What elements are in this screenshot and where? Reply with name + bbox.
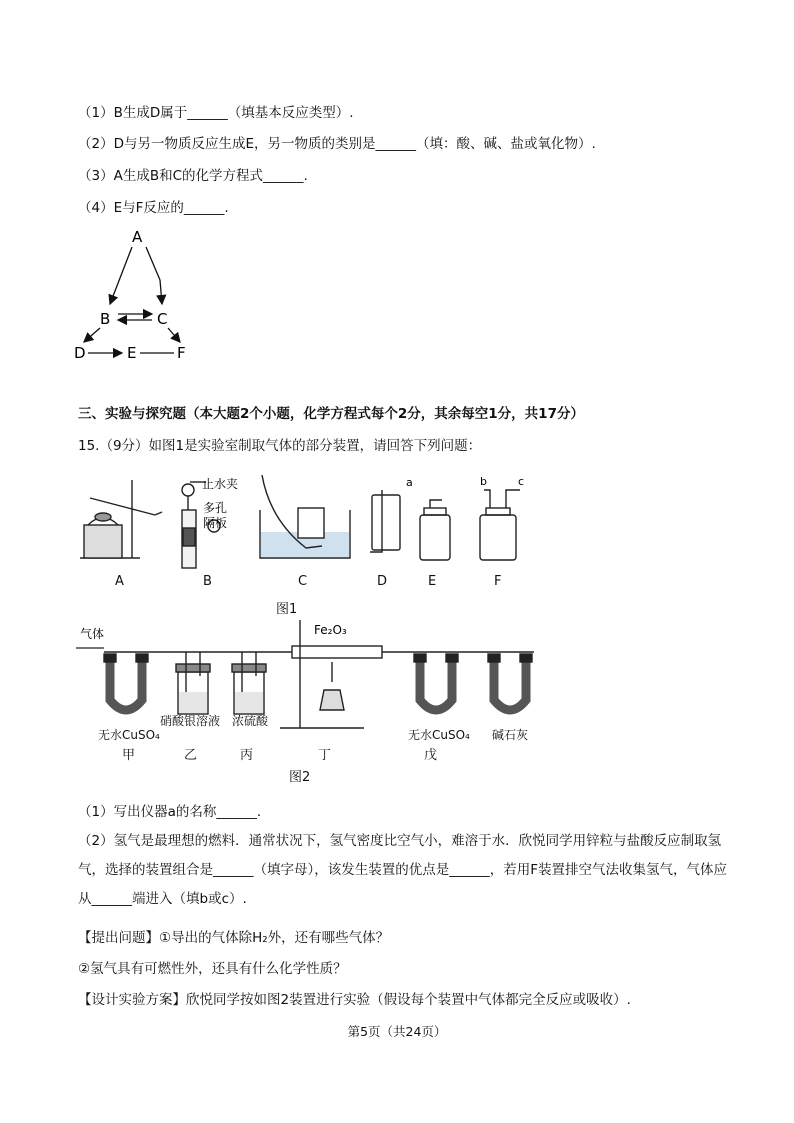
tag-b: b [480,475,487,488]
question-4: （4）E与F反应的______. [78,200,229,216]
q15-part-2: （2）氢气是最理想的燃料．通常状况下，氢气密度比空气小，难溶于水．欣悦同学用锌粒与盐酸反应制取氢气，选择的装置组合是______（填字母），该发生装置的优点是______，若用F装置排空气法收集氢气，气体应从______端进入（填b或c）. [78,833,728,907]
node-f: F [177,344,186,362]
q15-intro: 15.（9分）如图1是实验室制取气体的部分装置，请回答下列问题： [78,438,482,454]
apparatus-e [420,500,450,560]
fig2-label-jia: 甲 [122,748,136,763]
section-title: 三、实验与探究题（本大题2个小题，化学方程式每个2分，其余每空1分，共17分） [78,406,584,422]
fig1-caption: 图1 [276,602,298,617]
question-2: （2）D与另一物质反应生成E，另一物质的类别是______（填：酸、碱、盐或氧化物）. [78,136,596,152]
node-e: E [127,344,137,362]
arrow-c-f [168,328,180,342]
arrow-a-c-head [160,280,162,304]
node-c: C [157,310,168,328]
fig1-label-e: E [428,574,437,589]
reagent-cuso4-1: 无水CuSO₄ [98,728,160,742]
page-footer: 第5页（共24页） [347,1024,447,1039]
reaction-diagram [70,222,210,367]
u-tube-jia [110,660,142,710]
figure-1 [70,470,540,570]
reagent-agno3: 硝酸银溶液 [160,714,221,728]
fig1-label-b: B [203,574,212,589]
q15-part-1: （1）写出仪器a的名称______. [78,804,262,820]
u-tube-wu [420,660,452,710]
node-a: A [132,228,143,246]
question-1: （1）B生成D属于______（填基本反应类型）. [78,105,354,121]
q15-design: 【设计实验方案】欣悦同学按如图2装置进行实验（假设每个装置中气体都完全反应或吸收）. [78,992,631,1008]
fig2-caption: 图2 [289,770,311,785]
node-b: B [100,310,111,328]
q15-question-1: 【提出问题】①导出的气体除H₂外，还有哪些气体？ [78,930,390,946]
tag-c: c [518,475,525,488]
apparatus-a [80,480,162,558]
fe2o3-label: Fe₂O₃ [314,623,347,637]
u-tube-sodalime [494,660,526,710]
label-plate1: 多孔 [203,501,228,515]
reagent-cuso4-2: 无水CuSO₄ [408,728,470,742]
label-clip: 止水夹 [202,477,239,491]
gas-in-label: 气体 [80,627,105,641]
arrow-a-b [110,247,132,304]
q15-question-2: ②氢气具有可燃性外，还具有什么化学性质？ [78,961,347,977]
tube-ding [292,646,382,658]
tag-a: a [406,476,413,489]
fig2-label-bing: 丙 [240,748,254,763]
arrow-b-d [84,328,100,342]
node-d: D [74,344,86,362]
reagent-h2so4: 浓硫酸 [232,714,269,728]
fig2-label-ding: 丁 [318,748,332,763]
apparatus-c [260,475,350,558]
arrow-a-c [146,247,160,280]
fig2-label-wu: 戊 [424,748,438,763]
reagent-soda-lime: 碱石灰 [492,728,529,742]
question-3: （3）A生成B和C的化学方程式______. [78,168,308,184]
figure-2 [74,620,544,730]
label-plate2: 隔板 [203,516,228,530]
apparatus-f [480,490,520,560]
fig1-label-c: C [298,574,308,589]
fig2-label-yi: 乙 [184,748,198,763]
fig1-label-f: F [494,574,502,589]
fig1-label-d: D [377,574,388,589]
fig1-label-a: A [115,574,124,589]
apparatus-d [370,490,400,552]
